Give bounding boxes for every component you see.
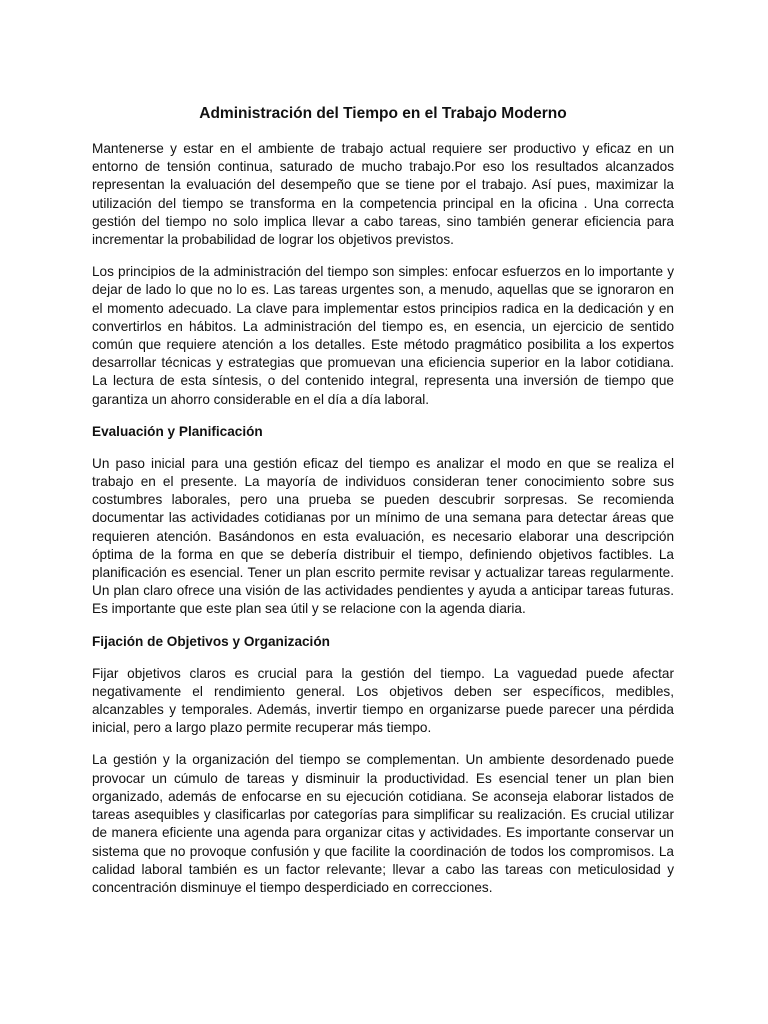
paragraph-objectives: Fijar objetivos claros es crucial para la gestión del tiempo. La vaguedad puede afectar negativamente el rendimiento general. Los objetivos deben ser específicos, medibles, alcanzables y temporales. Además, invertir tiempo en organizarse puede parecer una pérdida inicial, pero a largo plazo permite recuperar más tiempo. [92,665,674,736]
section-heading-objectives: Fijación de Objetivos y Organización [92,633,330,649]
section-heading-evaluation: Evaluación y Planificación [92,423,263,439]
paragraph-principles: Los principios de la administración del tiempo son simples: enfocar esfuerzos en lo importante y dejar de lado lo que no lo es. Las tareas urgentes son, a menudo, aquellas que se ignoraron en el momento adecuado. La clave para implementar estos principios radica en la dedicación y en convertirlos en hábitos. La administración del tiempo es, en esencia, un ejercicio de sentido común que requiere atención a los detalles. Este método pragmático posibilita a los expertos desarrollar técnicas y estrategias que promuevan una eficiencia superior en la labor cotidiana. La lectura de esta síntesis, o del contenido integral, representa una inversión de tiempo que garantiza un ahorro considerable en el día a día laboral. [92,264,674,407]
paragraph-intro: Mantenerse y estar en el ambiente de trabajo actual requiere ser productivo y eficaz en un entorno de tensión continua, saturado de mucho trabajo.Por eso los resultados alcanzados representan la evaluación del desempeño que se tiene por el trabajo. Así pues, maximizar la utilización del tiempo se transforma en la competencia principal en la oficina . Una correcta gestión del tiempo no solo implica llevar a cabo tareas, sino también generar eficiencia para incrementar la probabilidad de lograr los objetivos previstos. [92,141,674,248]
document-title: Administración del Tiempo en el Trabajo Moderno [199,105,567,122]
paragraph-evaluation: Un paso inicial para una gestión eficaz del tiempo es analizar el modo en que se realiza el trabajo en el presente. La mayoría de individuos consideran tener conocimiento sobre sus costumbres laborales, pero una prueba se pueden descubrir sorpresas. Se recomienda documentar las actividades cotidianas por un mínimo de una semana para detectar áreas que requieren atención. Basándonos en esta evaluación, es necesario elaborar una descripción óptima de la forma en que se debería distribuir el tiempo, definiendo objetivos factibles. La planificación es esencial. Tener un plan escrito permite revisar y actualizar tareas regularmente. Un plan claro ofrece una visión de las actividades pendientes y ayuda a anticipar tareas futuras. Es importante que este plan sea útil y se relacione con la agenda diaria. [92,455,674,617]
paragraph-organization: La gestión y la organización del tiempo se complementan. Un ambiente desordenado puede provocar un cúmulo de tareas y disminuir la productividad. Es esencial tener un plan bien organizado, además de enfocarse en su ejecución cotidiana. Se aconseja elaborar listados de tareas asequibles y clasificarlas por categorías para simplificar su realización. Es crucial utilizar de manera eficiente una agenda para organizar citas y actividades. Es importante conservar un sistema que no provoque confusión y que facilite la coordinación de todos los compromisos. La calidad laboral también es un factor relevante; llevar a cabo las tareas con meticulosidad y concentración disminuye el tiempo desperdiciado en correcciones. [92,752,674,895]
document-page [92,104,674,911]
